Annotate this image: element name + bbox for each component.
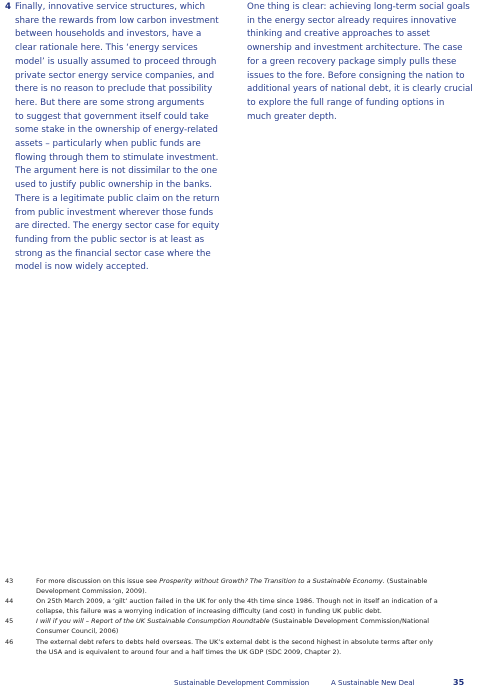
- text-line: share the rewards from low carbon investment: [15, 15, 219, 26]
- body-column-right: [247, 1, 475, 124]
- text-line: to suggest that government itself could take: [15, 111, 209, 122]
- footnote-45: [5, 616, 475, 636]
- footnote-44: [5, 596, 475, 616]
- text-line: flowing through them to stimulate investment.: [15, 152, 219, 163]
- footnote-line: collapse, this failure was a worrying indication of increasing difficulty (and cost) in funding UK public debt.: [36, 607, 382, 616]
- body-column-left: [5, 1, 237, 275]
- text-line: ownership and investment architecture. The case: [247, 43, 463, 54]
- footnote-title: Prosperity without Growth? The Transition to a Sustainable Economy: [159, 577, 383, 585]
- text-line: issues to the fore. Before consigning the nation to: [247, 70, 465, 81]
- footnote-line: [36, 576, 475, 586]
- text-line: additional years of national debt, it is clearly crucial: [247, 84, 473, 95]
- footnote-title: I will if you will – Report of the UK Sustainable Consumption Roundtable: [36, 617, 270, 626]
- paragraph-finally-innovative: [15, 1, 237, 275]
- text-line: used to justify public ownership in the banks.: [15, 180, 213, 191]
- text-line: much greater depth.: [247, 111, 337, 122]
- text-line: Finally, innovative service structures, which: [15, 2, 206, 12]
- paragraph-one-thing-is-clear: [247, 1, 475, 124]
- text-line: here. But there are some strong arguments: [15, 97, 205, 108]
- footnote-text: . (Sustainable: [382, 577, 428, 585]
- text-line: are directed. The energy sector case for equity: [15, 221, 220, 232]
- footer-publication-title: A Sustainable New Deal: [331, 679, 415, 687]
- text-line: The argument here is not dissimilar to the one: [15, 166, 218, 177]
- text-line: in the energy sector already requires innovative: [247, 15, 457, 26]
- text-line: thinking and creative approaches to asset: [247, 29, 430, 40]
- text-line: One thing is clear: achieving long-term social goals: [247, 2, 470, 12]
- text-line: strong as the financial sector case where the: [15, 248, 211, 259]
- footer-organisation: Sustainable Development Commission: [174, 679, 310, 687]
- footnote-line: The external debt refers to debts held overseas. The UK’s external debt is the second highest in absolute terms after only: [36, 637, 433, 646]
- text-line: between households and investors, have a: [15, 29, 202, 40]
- text-line: private sector energy service companies, and: [15, 70, 215, 81]
- footnote-43: [5, 576, 475, 596]
- text-line: some stake in the ownership of energy-related: [15, 125, 218, 136]
- footnote-line: Consumer Council, 2006): [36, 627, 119, 636]
- text-line: from public investment wherever those funds: [15, 207, 214, 218]
- text-line: funding from the public sector is at least as: [15, 234, 205, 245]
- text-line: model’ is usually assumed to proceed through: [15, 56, 217, 67]
- text-line: model is now widely accepted.: [15, 262, 149, 273]
- footnote-number: 44: [5, 597, 14, 606]
- page-number: 35: [453, 678, 465, 687]
- footnotes: [5, 576, 475, 657]
- text-line: There is a legitimate public claim on the return: [15, 193, 220, 204]
- footnote-text: (Sustainable Development Commission/National: [269, 617, 430, 626]
- footnote-46: [5, 637, 475, 657]
- paragraph-number: 4: [5, 2, 12, 12]
- text-line: for a green recovery package simply pulls these: [247, 56, 457, 67]
- footnote-number: 46: [5, 637, 14, 646]
- text-line: there is no reason to preclude that possibility: [15, 84, 213, 95]
- footnote-line: [36, 616, 475, 626]
- footnote-line: On 25th March 2009, a ‘gilt’ auction failed in the UK for only the 4th time since 1986. Though not in itself an indication of a: [36, 597, 438, 606]
- footnote-line: the USA and is equivalent to around four and a half times the UK GDP (SDC 2009, Chapter 2).: [36, 647, 342, 656]
- footnote-line: Development Commission, 2009).: [36, 587, 147, 596]
- text-line: clear rationale here. This ‘energy services: [15, 43, 198, 54]
- footnote-number: 45: [5, 617, 14, 626]
- footnote-number: 43: [5, 577, 14, 585]
- text-line: to explore the full range of funding options in: [247, 97, 445, 108]
- footnote-text: For more discussion on this issue see: [36, 577, 160, 585]
- text-line: assets – particularly when public funds are: [15, 139, 201, 150]
